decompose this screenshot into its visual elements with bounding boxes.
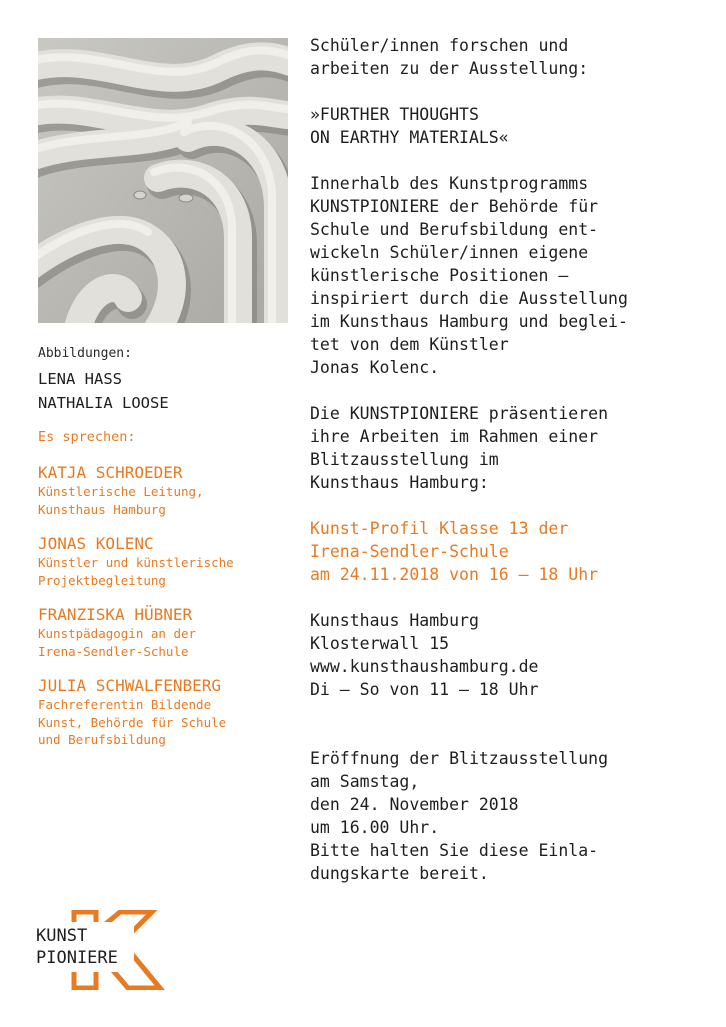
body-line: wickeln Schüler/innen eigene [310, 243, 589, 262]
right-column [310, 34, 720, 885]
opening-line: Eröffnung der Blitzausstellung [310, 749, 609, 768]
image-credit: NATHALIA LOOSE [38, 394, 169, 412]
speaker-role: Projektbegleitung [38, 572, 166, 588]
body-line: Die KUNSTPIONIERE präsentieren [310, 404, 609, 423]
speaker-role: Kunst, Behörde für Schule [38, 714, 227, 730]
intro-line: arbeiten zu der Ausstellung: [310, 59, 589, 78]
logo-line-1: KUNST [36, 926, 88, 946]
image-credit: LENA HASS [38, 370, 122, 388]
body-line: Kunsthaus Hamburg: [310, 473, 489, 492]
body-line: KUNSTPIONIERE der Behörde für [310, 197, 599, 216]
clay-coils-illustration [38, 38, 288, 323]
opening-block [310, 747, 720, 885]
speaker [38, 675, 288, 749]
speaker-role: Künstler und künstlerische [38, 555, 234, 570]
speaker [38, 462, 288, 518]
website-link[interactable]: www.kunsthaushamburg.de [310, 657, 539, 676]
body-line: inspiriert durch die Ausstellung [310, 289, 628, 308]
speaker-role: Kunstpädagogin an der [38, 626, 197, 641]
opening-hours: Di – So von 11 – 18 Uhr [310, 680, 539, 699]
body-line: künstlerische Positionen – [310, 266, 569, 285]
intro-line: Schüler/innen forschen und [310, 36, 569, 55]
speaker [38, 533, 288, 589]
clay-coils-photo [38, 38, 288, 323]
body-paragraph-1 [310, 172, 720, 379]
speaker-role: Künstlerische Leitung, [38, 484, 204, 499]
event-highlight [310, 517, 720, 586]
body-line: Innerhalb des Kunstprogramms [310, 174, 589, 193]
speaker [38, 604, 288, 660]
body-line: Jonas Kolenc. [310, 358, 440, 377]
logo-line-2: PIONIERE [36, 948, 118, 968]
opening-line: dungskarte bereit. [310, 864, 489, 883]
speaker-name: JULIA SCHWALFENBERG [38, 676, 222, 695]
speaker-name: KATJA SCHROEDER [38, 463, 183, 482]
speaker-name: JONAS KOLENC [38, 534, 154, 553]
intro [310, 34, 720, 80]
address-block [310, 609, 720, 701]
title-line: ON EARTHY MATERIALS« [310, 128, 509, 147]
left-column [38, 344, 288, 749]
opening-line: um 16.00 Uhr. [310, 818, 440, 837]
body-paragraph-2 [310, 402, 720, 494]
address-line: Klosterwall 15 [310, 634, 450, 653]
opening-line: Bitte halten Sie diese Einla- [310, 841, 599, 860]
speaker-name: FRANZISKA HÜBNER [38, 605, 193, 624]
opening-line: den 24. November 2018 [310, 795, 519, 814]
address-line: Kunsthaus Hamburg [310, 611, 479, 630]
speakers-heading: Es sprechen: [38, 429, 136, 445]
body-line: Schule und Berufsbildung ent- [310, 220, 599, 239]
highlight-line: Irena-Sendler-Schule [310, 542, 509, 561]
body-line: im Kunsthaus Hamburg und beglei- [310, 312, 628, 331]
speaker-role: Kunsthaus Hamburg [38, 501, 166, 517]
speaker-role: und Berufsbildung [38, 732, 166, 747]
title-line: »FURTHER THOUGHTS [310, 105, 479, 124]
images-label: Abbildungen: [38, 346, 132, 361]
body-line: tet von dem Künstler [310, 335, 509, 354]
highlight-line: am 24.11.2018 von 16 – 18 Uhr [310, 565, 599, 584]
highlight-line: Kunst-Profil Klasse 13 der [310, 519, 569, 538]
exhibition-title [310, 103, 720, 149]
speaker-role: Fachreferentin Bildende [38, 697, 212, 712]
image-credits [38, 367, 288, 415]
body-line: ihre Arbeiten im Rahmen einer [310, 427, 599, 446]
body-line: Blitzausstellung im [310, 450, 499, 469]
kunstpioniere-logo [34, 910, 169, 990]
opening-line: am Samstag, [310, 772, 420, 791]
speaker-role: Irena-Sendler-Schule [38, 643, 189, 659]
k-logo-icon [34, 910, 169, 990]
